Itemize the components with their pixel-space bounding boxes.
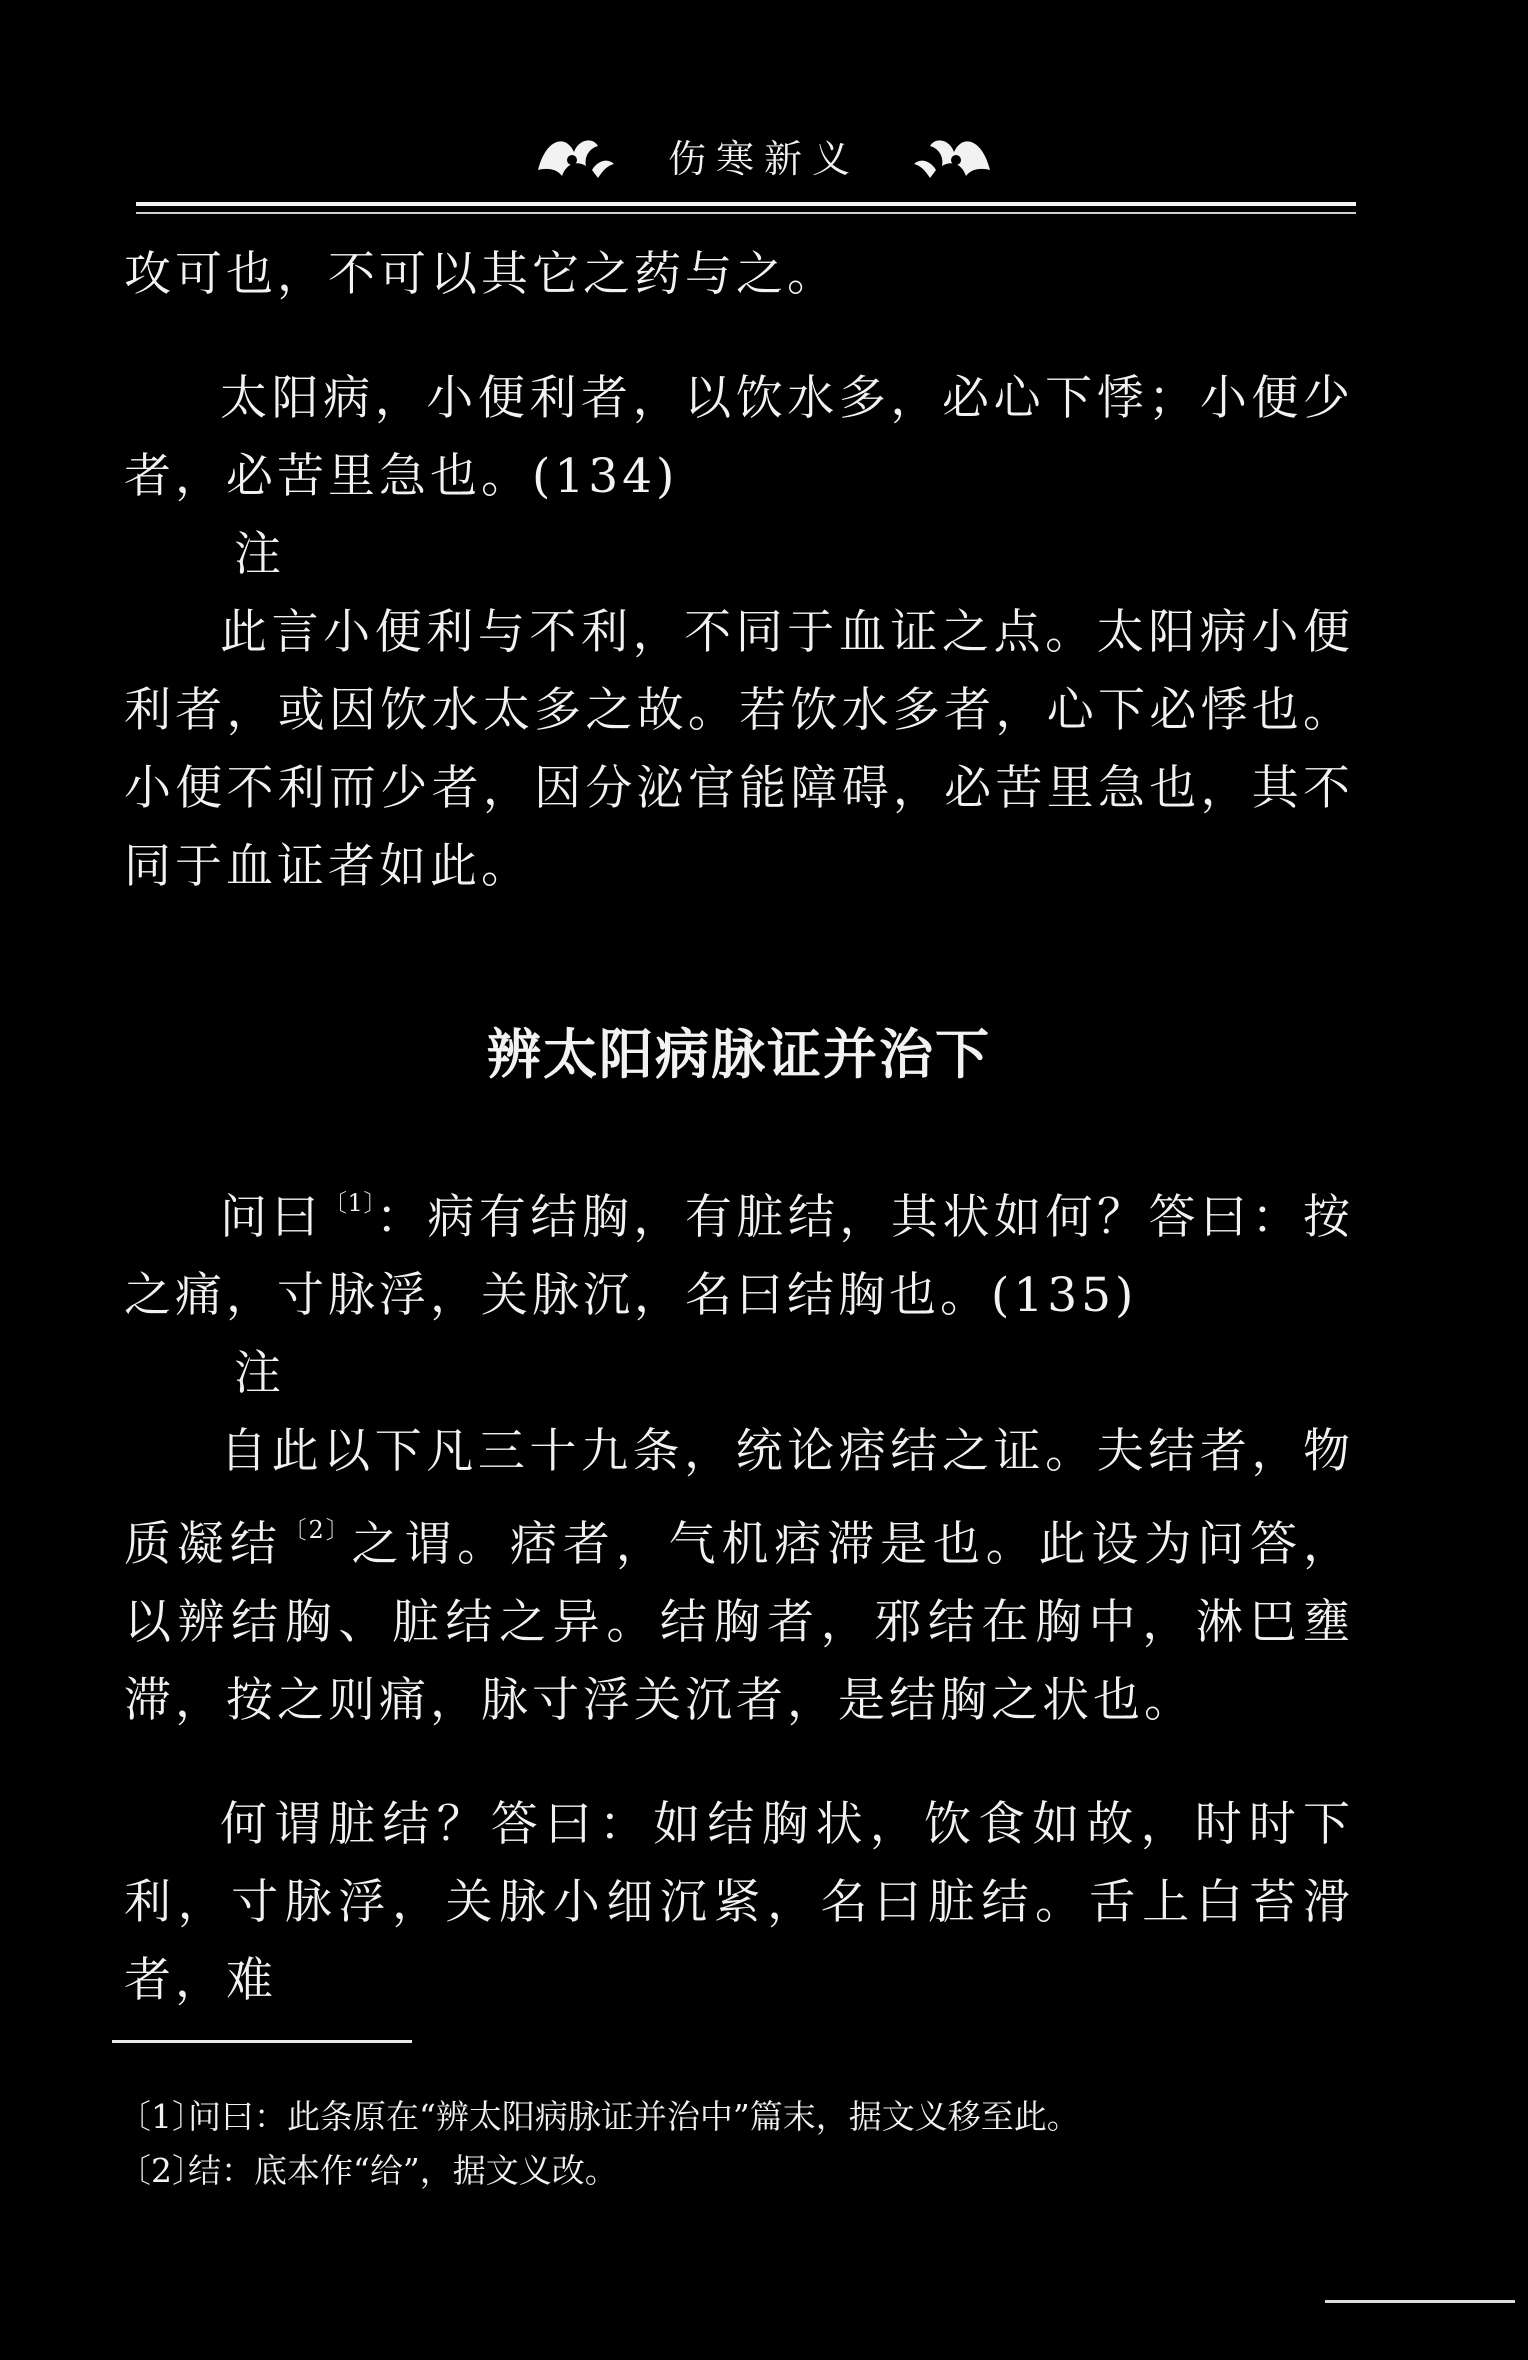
section-heading: 辨太阳病脉证并治下 <box>487 1023 991 1086</box>
clause-136: 何谓脏结？答曰：如结胸状，饮食如故，时时下利，寸脉浮，关脉小细沉紧，名曰脏结。舌上白苔滑者，难 <box>124 1797 1354 2008</box>
footnote-ref-1: 〔1〕 <box>323 1189 376 1217</box>
header-title: 伤寒新义 <box>667 137 860 181</box>
footnote-text: 结：底本作“给”，据文义改。 <box>188 2151 618 2190</box>
note-label: 注 <box>234 527 285 582</box>
corner-rule <box>1325 2300 1515 2303</box>
note-label: 注 <box>234 1346 285 1401</box>
footnotes <box>118 2090 1318 2198</box>
header-rule <box>136 202 1356 206</box>
clause-135-rest: ：病有结胸，有脏结，其状如何？答曰：按之痛，寸脉浮，关脉沉，名曰结胸也。(135) <box>124 1190 1355 1323</box>
footnote-rule <box>112 2040 412 2043</box>
running-header <box>0 128 1528 183</box>
main-text <box>124 236 1354 2020</box>
footnote-1 <box>118 2090 1318 2144</box>
footnote-ref-2: 〔2〕 <box>282 1516 352 1544</box>
footnote-mark: 〔2〕 <box>118 2151 205 2190</box>
note-paragraph-rest: 之谓。痞者，气机痞滞是也。此设为问答，以辨结胸、脏结之异。结胸者，邪结在胸中，淋巴壅滞，按之则痛，脉寸浮关沉者，是结胸之状也。 <box>124 1517 1354 1728</box>
note-paragraph <box>124 1413 1354 1740</box>
right-ornament-icon <box>910 130 996 182</box>
paragraph-continuation: 攻可也，不可以其它之药与之。 <box>124 247 838 302</box>
clause-135-start: 问曰 <box>220 1190 324 1245</box>
clause-134: 太阳病，小便利者，以饮水多，必心下悸；小便少者，必苦里急也。(134) <box>124 371 1354 504</box>
header-rule-thin <box>136 212 1356 214</box>
clause-135 <box>124 1164 1354 1335</box>
note-paragraph: 此言小便利与不利，不同于血证之点。太阳病小便利者，或因饮水太多之故。若饮水多者，心下必悸也。小便不利而少者，因分泌官能障碍，必苦里急也，其不同于血证者如此。 <box>124 605 1354 894</box>
footnote-mark: 〔1〕 <box>118 2097 205 2136</box>
footnote-2 <box>118 2144 1318 2198</box>
footnote-text: 问曰：此条原在“辨太阳病脉证并治中”篇末，据文义移至此。 <box>188 2097 1080 2136</box>
left-ornament-icon <box>532 130 618 182</box>
note-paragraph-start: 自此以下凡三十九条，统论痞结之证。夫结者，物质凝结 <box>124 1424 1354 1572</box>
